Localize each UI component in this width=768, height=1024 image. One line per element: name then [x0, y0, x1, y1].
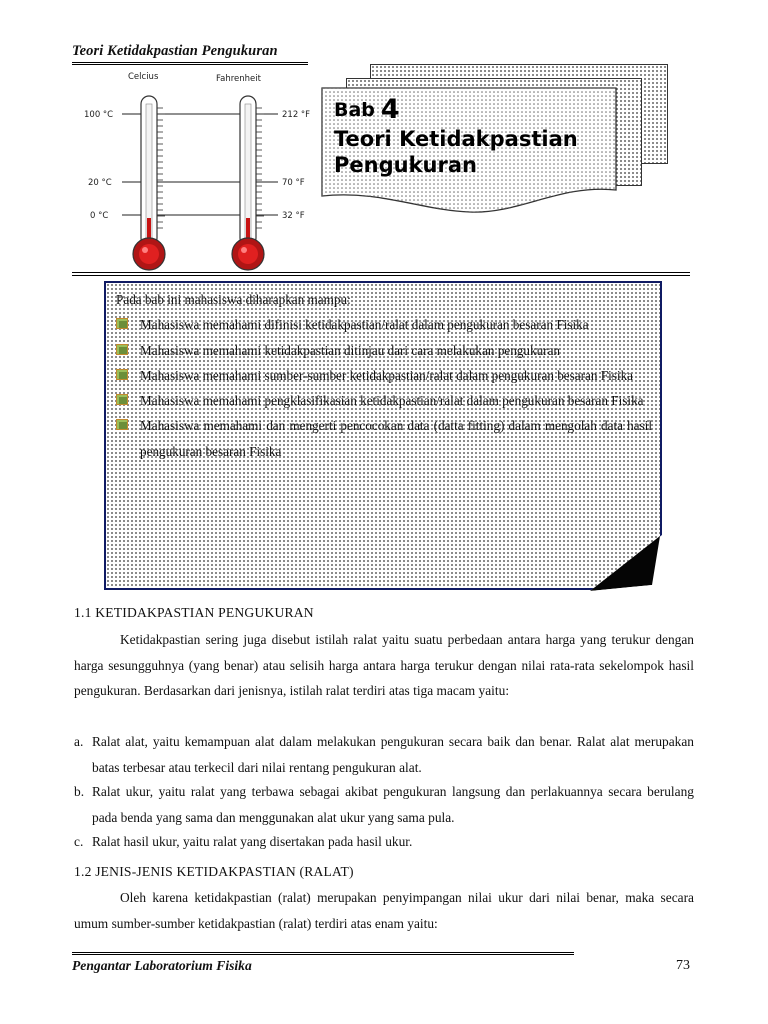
bab-label: Bab: [334, 99, 375, 121]
celsius-mark-100: 100 °C: [84, 110, 114, 120]
section-1-heading: 1.1 KETIDAKPASTIAN PENGUKURAN: [74, 605, 314, 620]
section-1-paragraph-text: Ketidakpastian sering juga disebut istilah ralat yaitu suatu perbedaan antara harga yang terukur dengan harga sesungguhnya (yang benar) atau selisih harga antara harga terukur dengan nilai rata-rata sekelompok hasil pengukuran. Berdasarkan dari jenisnya, istilah ralat terdiri atas tiga macam yaitu:: [74, 632, 694, 698]
title-rule: [72, 272, 690, 276]
objective-text: Mahasiswa memahami difinisi ketidakpastian/ralat dalam pengukuran besaran Fisika: [140, 317, 589, 333]
chapter-title: [334, 94, 578, 177]
running-title: Teori Ketidakpastian Pengukuran: [72, 43, 278, 59]
list-text: Ralat alat, yaitu kemampuan alat dalam melakukan pengukuran secara baik dan benar. Ralat alat merupakan batas terbesar atau terkecil dari nilai rentang pengukuran alat.: [92, 734, 694, 775]
list-text: Ralat hasil ukur, yaitu ralat yang disertakan pada hasil ukur.: [92, 834, 413, 849]
fahrenheit-thermometer-icon: [232, 96, 264, 270]
celsius-mark-20: 20 °C: [88, 178, 112, 188]
header-rule: [72, 62, 308, 65]
page-number: 73: [676, 958, 690, 973]
fahrenheit-mark-212: 212 °F: [282, 110, 311, 120]
page-fold-corner: [590, 535, 662, 591]
fahrenheit-mark-70: 70 °F: [282, 178, 305, 188]
list-item-c: [74, 829, 694, 855]
list-item-b: [74, 779, 694, 830]
list-marker: c.: [74, 834, 84, 849]
section-2-paragraph-text: Oleh karena ketidakpastian (ralat) merupakan penyimpangan nilai ukur dari nilai benar, maka secara umum sumber-sumber ketidakpastian (ralat) terdiri atas enam yaitu:: [74, 890, 694, 931]
footer-rule: [72, 952, 574, 955]
list-marker: a.: [74, 734, 84, 749]
objective-text: Mahasiswa memahami pengklasifikasian ketidakpastian/ralat dalam pengukuran besaran Fisika: [140, 393, 644, 409]
celsius-thermometer-icon: [133, 96, 165, 270]
section-2-paragraph: [74, 885, 694, 936]
objective-item: [116, 413, 652, 464]
chapter-title-line1: Teori Ketidakpastian: [334, 127, 578, 152]
chapter-number: 4: [380, 94, 400, 125]
list-item-a: [74, 729, 694, 780]
objective-item: [116, 312, 652, 337]
thermometer-illustration: [72, 68, 332, 276]
list-text: Ralat ukur, yaitu ralat yang terbawa sebagai akibat pengukuran langsung dan perlakuannya secara berulang pada benda yang sama dan menggunakan alat ukur yang sama pula.: [92, 784, 694, 825]
thermometers-svg: [72, 68, 332, 276]
objective-item: [116, 388, 652, 413]
fahrenheit-mark-32: 32 °F: [282, 211, 305, 221]
celsius-label: Celcius: [128, 72, 159, 82]
objective-item: [116, 363, 652, 388]
fahrenheit-label: Fahrenheit: [216, 74, 261, 84]
square-bullet-icon: [116, 344, 128, 355]
objective-text: Mahasiswa memahami dan mengerti pencocokan data (datta fitting) dalam mengolah data hasil pengukuran besaran Fisika: [140, 418, 652, 459]
square-bullet-icon: [116, 369, 128, 380]
footer-book-title: Pengantar Laboratorium Fisika: [72, 958, 252, 973]
objectives-intro: Pada bab ini mahasiswa diharapkan mampu:: [116, 292, 351, 307]
section-1-paragraph: [74, 627, 694, 704]
objective-item: [116, 338, 652, 363]
objectives-content: [116, 287, 652, 464]
chapter-title-line2: Pengukuran: [334, 153, 477, 178]
section-2-heading: 1.2 JENIS-JENIS KETIDAKPASTIAN (RALAT): [74, 864, 354, 879]
square-bullet-icon: [116, 318, 128, 329]
square-bullet-icon: [116, 419, 128, 430]
square-bullet-icon: [116, 394, 128, 405]
objective-text: Mahasiswa memahami sumber-sumber ketidakpastian/ralat dalam pengukuran besaran Fisika: [140, 367, 634, 383]
objective-text: Mahasiswa memahami ketidakpastian ditinjau dari cara melakukan pengukuran: [140, 342, 561, 358]
list-marker: b.: [74, 784, 85, 799]
celsius-mark-0: 0 °C: [90, 211, 109, 221]
